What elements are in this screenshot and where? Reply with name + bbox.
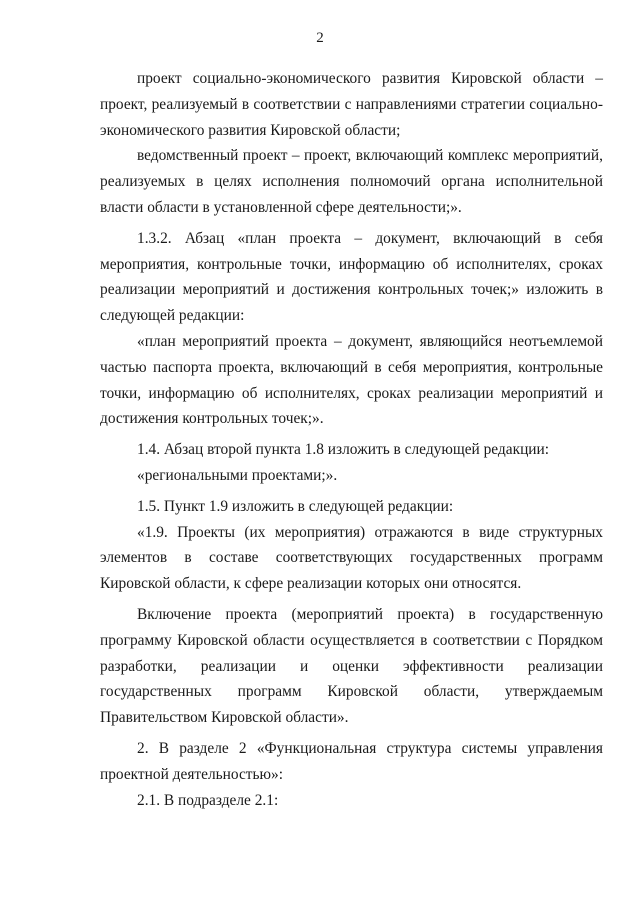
paragraph-departmental-project: ведомственный проект – проект, включающий комплекс мероприятий, реализуемых в целях исполнения полномочий органа исполнительной власти области в установленной сфере деятельности;». <box>100 147 603 216</box>
paragraph-item-1-4: 1.4. Абзац второй пункта 1.8 изложить в следующей редакции: <box>137 441 550 459</box>
paragraph-item-1-9: «1.9. Проекты (их мероприятия) отражаются в виде структурных элементов в составе соответствующих государственных программ Кировской области, к сфере реализации которых они относятся. <box>100 523 603 593</box>
paragraph-regional-projects: «региональными проектами;». <box>137 466 338 484</box>
document-body <box>100 66 603 813</box>
page-number: 2 <box>316 30 324 46</box>
paragraph-action-plan-definition: «план мероприятий проекта – документ, являющийся неотъемлемой частью паспорта проекта, включающий в себя мероприятия, контрольные точки, информацию об исполнителях, сроках реализации мероприятий и достижения контрольных точек;». <box>100 332 603 428</box>
paragraph-item-1-3-2: 1.3.2. Абзац «план проекта – документ, включающий в себя мероприятия, контрольные точки, информацию об исполнителях, сроках реализации мероприятий и достижения контрольных точек;» изложить в следующей редакции: <box>100 229 603 325</box>
paragraph-project-definition: проект социально-экономического развития Кировской области – проект, реализуемый в соответствии с направлениями стратегии социально-экономического развития Кировской области; <box>100 70 603 139</box>
paragraph-section-2: 2. В разделе 2 «Функциональная структура системы управления проектной деятельностью»: <box>100 739 603 783</box>
paragraph-subsection-2-1: 2.1. В подразделе 2.1: <box>137 791 279 809</box>
paragraph-item-1-5: 1.5. Пункт 1.9 изложить в следующей редакции: <box>137 497 454 515</box>
paragraph-inclusion-procedure: Включение проекта (мероприятий проекта) в государственную программу Кировской области осуществляется в соответствии с Порядком разработки, реализации и оценки эффективности реализации государственных программ Кировской области, утверждаемым Правительством Кировской области». <box>100 605 603 727</box>
